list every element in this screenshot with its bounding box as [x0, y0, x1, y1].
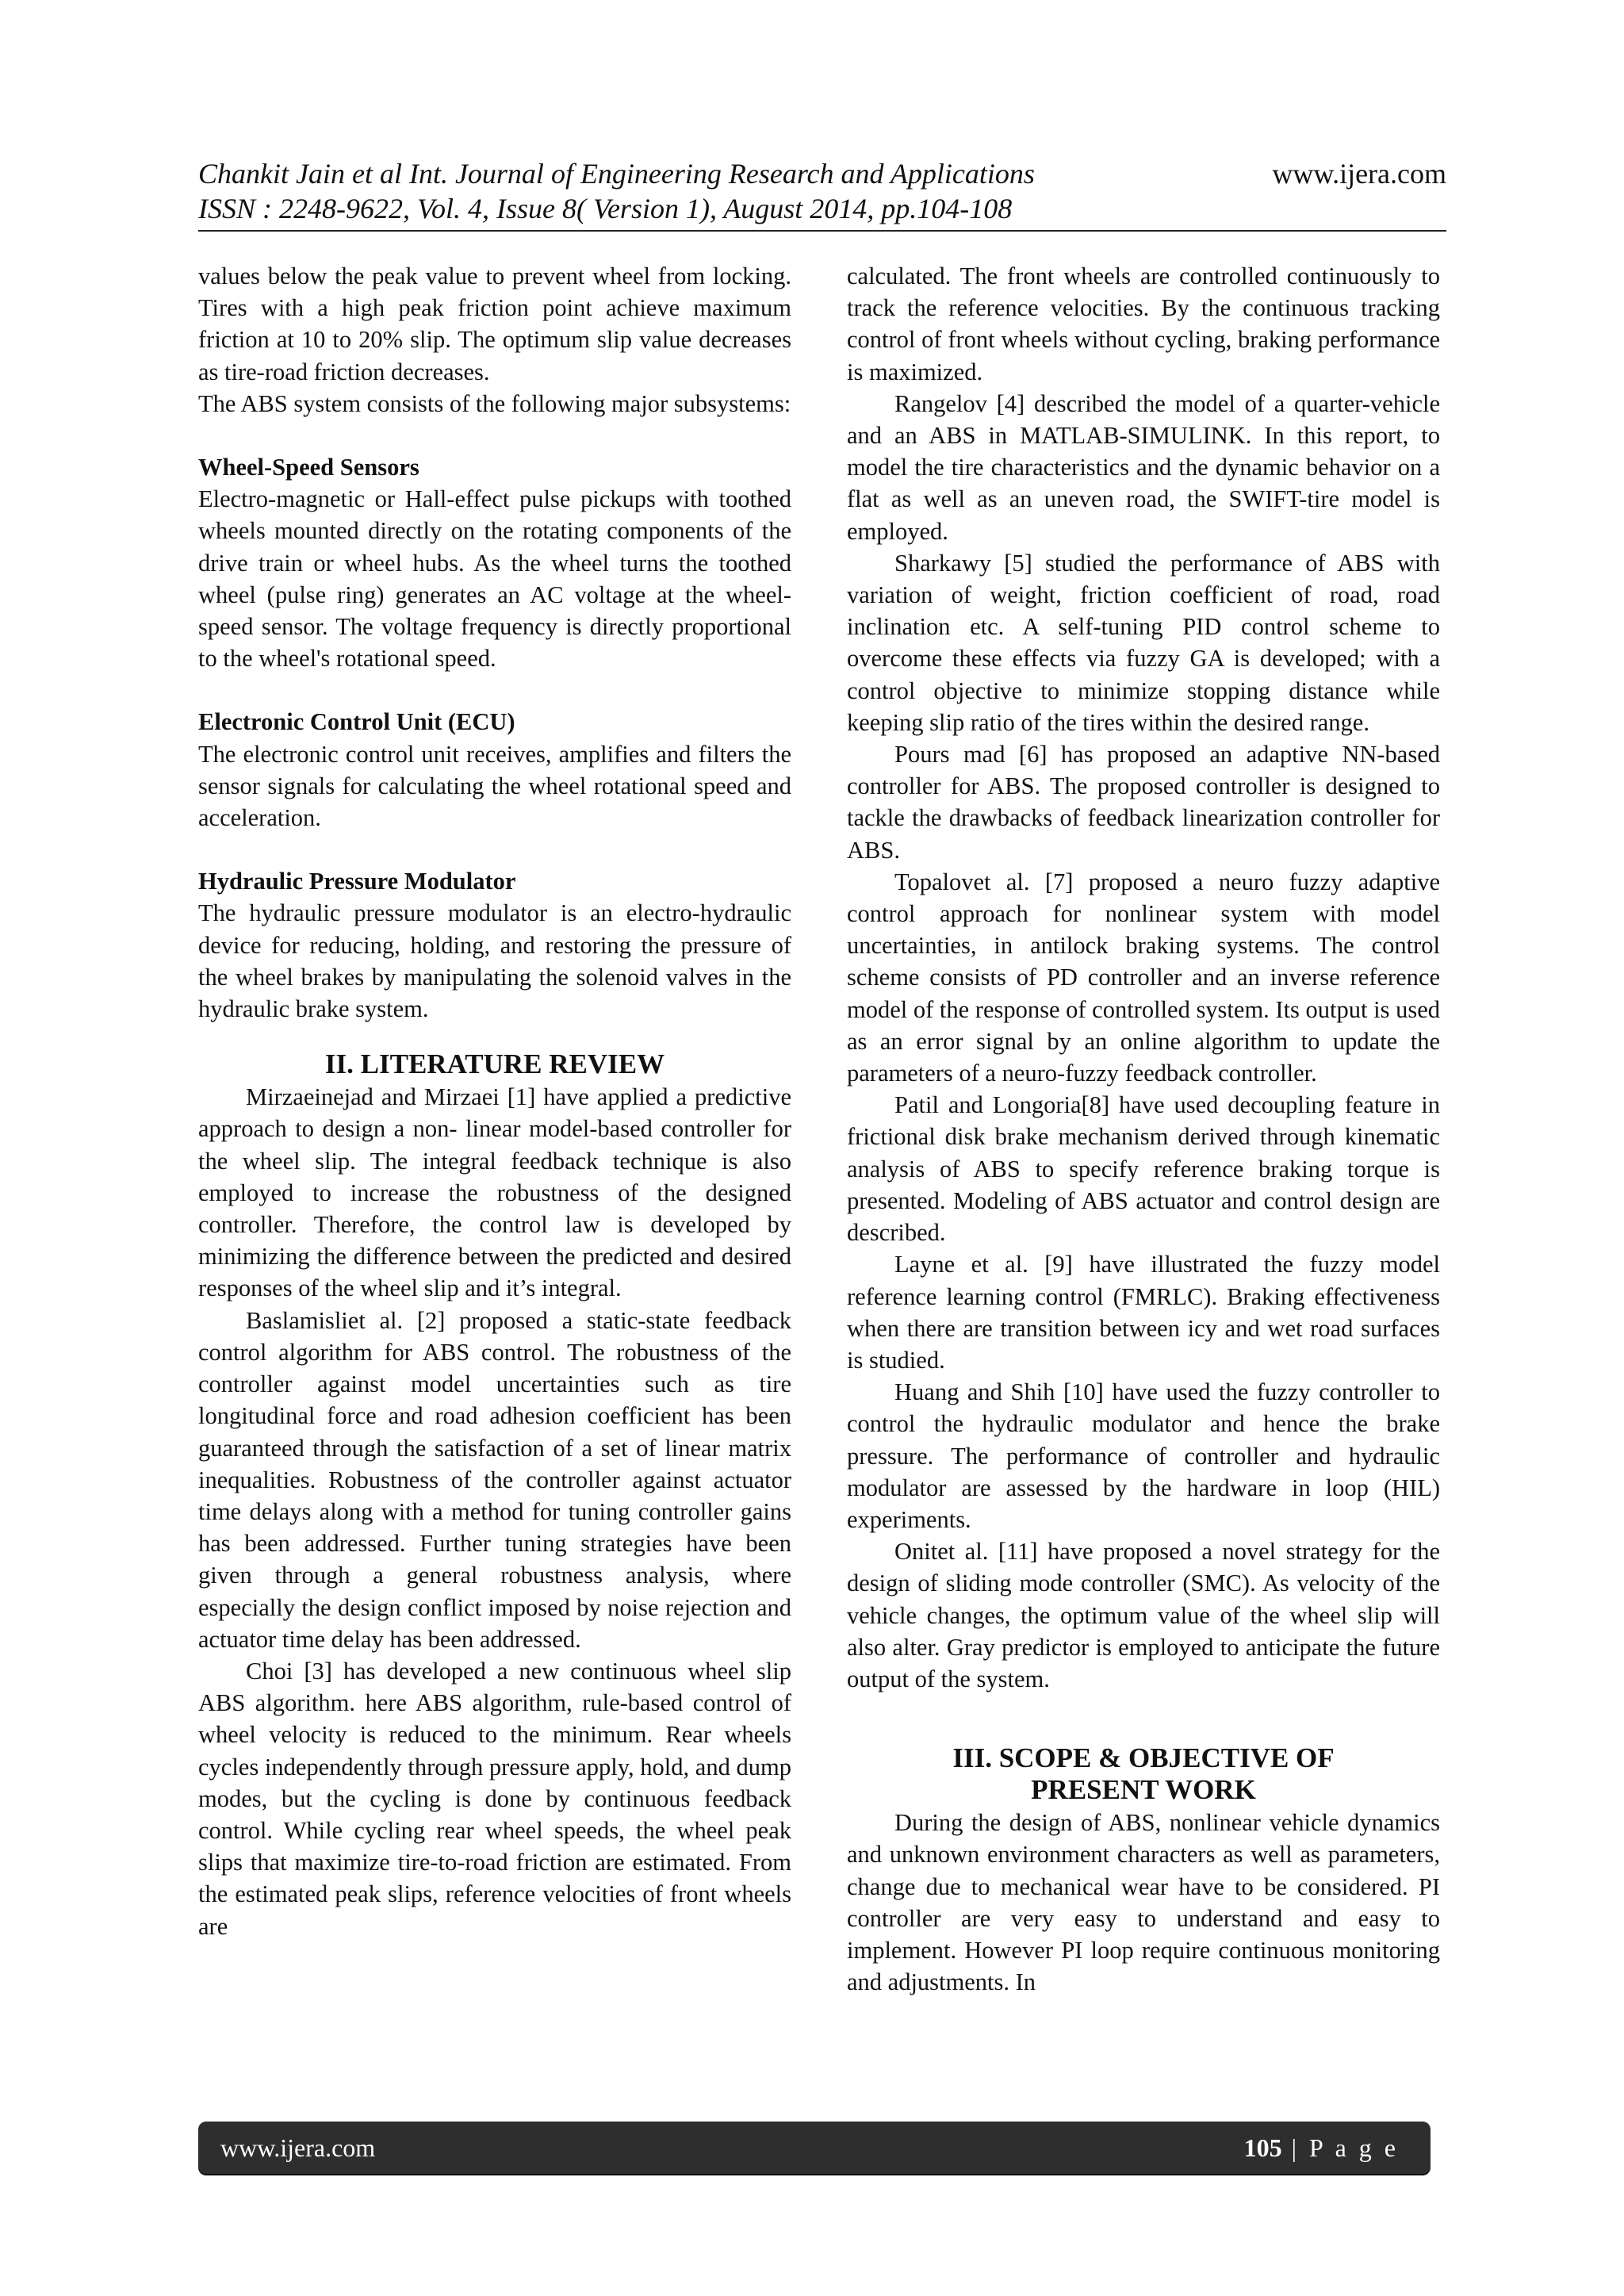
paragraph: Sharkawy [5] studied the performance of ABS with variation of weight, friction coefficient of road, road inclination etc. A self-tuning PID control scheme to overcome these effects via fuzzy GA is developed; with a control objective to minimize stopping distance while keeping slip ratio of the tires within the desired range. [847, 549, 1440, 736]
paragraph: The hydraulic pressure modulator is an electro-hydraulic device for reducing, holding, and restoring the pressure of the wheel brakes by manipulating the solenoid valves in the hydraulic brake system. [198, 899, 791, 1023]
issn-line: ISSN : 2248-9622, Vol. 4, Issue 8( Version 1), August 2014, pp.104-108 [198, 193, 1013, 224]
left-column [198, 260, 791, 1942]
page-label: | P a g e [1281, 2133, 1399, 2162]
subheading-ecu: Electronic Control Unit (ECU) [198, 708, 515, 736]
paragraph: Choi [3] has developed a new continuous wheel slip ABS algorithm. here ABS algorithm, rule-based control of wheel velocity is reduced to the minimum. Rear wheels cycles independently through pressure apply, hold, and dump modes, but the cycling is done by continuous feedback control. While cycling rear wheel speeds, the wheel peak slips that maximize tire-to-road friction are estimated. From the estimated peak slips, reference velocities of front wheels are [198, 1657, 791, 1940]
paragraph: The electronic control unit receives, amplifies and filters the sensor signals for calculating the wheel rotational speed and acceleration. [198, 740, 791, 832]
right-column [847, 260, 1440, 1998]
footer-website-link[interactable]: www.ijera.com [220, 2133, 376, 2162]
paragraph: During the design of ABS, nonlinear vehicle dynamics and unknown environment characters as well as parameters, change due to mechanical wear have to be considered. PI controller are very easy to understand and easy to implement. However PI loop require continuous monitoring and adjustments. In [847, 1809, 1440, 1996]
paragraph: values below the peak value to prevent wheel from locking. Tires with a high peak friction point achieve maximum friction at 10 to 20% slip. The optimum slip value decreases as tire-road friction decreases. [198, 263, 791, 385]
journal-citation: Chankit Jain et al Int. Journal of Engineering Research and Applications [198, 158, 1035, 190]
paragraph: calculated. The front wheels are controlled continuously to track the reference velocities. By the continuous tracking control of front wheels without cycling, braking performance is maximized. [847, 263, 1440, 385]
paragraph: Onitet al. [11] have proposed a novel strategy for the design of sliding mode controller (SMC). As velocity of the vehicle changes, the optimum value of the wheel slip will also alter. Gray predictor is employed to anticipate the future output of the system. [847, 1538, 1440, 1692]
section-title-scope-objective [847, 1742, 1440, 1806]
running-header [198, 154, 1446, 232]
paragraph: Baslamisliet al. [2] proposed a static-state feedback control algorithm for ABS control. The robustness of the controller against model uncertainties such as tire longitudinal force and road adhesion coefficient has been guaranteed through the satisfaction of a set of linear matrix inequalities. Robustness of the controller against actuator time delays along with a method for tuning controller gains has been addressed. Further tuning strategies have been given through a general robustness analysis, where especially the design conflict imposed by noise rejection and actuator time delay has been addressed. [198, 1306, 791, 1653]
paragraph: Mirzaeinejad and Mirzaei [1] have applied a predictive approach to design a non- linear model-based controller for the wheel slip. The integral feedback technique is also employed to increase the robustness of the designed controller. Therefore, the control law is developed by minimizing the difference between the predicted and desired responses of the wheel slip and it’s integral. [198, 1083, 791, 1302]
subheading-hydraulic-modulator: Hydraulic Pressure Modulator [198, 868, 516, 895]
paragraph: Patil and Longoria[8] have used decoupling feature in frictional disk brake mechanism derived through kinematic analysis of ABS to specify reference braking torque is presented. Modeling of ABS actuator and control design are described. [847, 1091, 1440, 1247]
page-number [1244, 2133, 1399, 2162]
paragraph: The ABS system consists of the following major subsystems: [198, 389, 791, 417]
page-number-value: 105 [1243, 2133, 1282, 2162]
subheading-wheel-speed-sensors: Wheel-Speed Sensors [198, 454, 419, 481]
paragraph: Huang and Shih [10] have used the fuzzy controller to control the hydraulic modulator and hence the brake pressure. The performance of controller and hydraulic modulator are assessed by the hardware in loop (HIL) experiments. [847, 1378, 1440, 1533]
section-title-line: III. SCOPE & OBJECTIVE OF [952, 1742, 1335, 1774]
paragraph: Pours mad [6] has proposed an adaptive NN-based controller for ABS. The proposed controller is designed to tackle the drawbacks of feedback linearization controller for ABS. [847, 741, 1440, 864]
header-website-link[interactable]: www.ijera.com [1272, 158, 1446, 190]
paragraph: Rangelov [4] described the model of a quarter-vehicle and an ABS in MATLAB-SIMULINK. In this report, to model the tire characteristics and the dynamic behavior on a flat as well as an uneven road, the SWIFT-tire model is employed. [847, 389, 1440, 545]
page-footer [198, 2122, 1431, 2174]
paragraph: Topalovet al. [7] proposed a neuro fuzzy adaptive control approach for nonlinear system with model uncertainties, in antilock braking systems. The control scheme consists of PD controller and an inverse reference model of the response of controlled system. Its output is used as an error signal by an online algorithm to update the parameters of a neuro-fuzzy feedback controller. [847, 868, 1440, 1087]
paragraph: Electro-magnetic or Hall-effect pulse pickups with toothed wheels mounted directly on the rotating components of the drive train or wheel hubs. As the wheel turns the toothed wheel (pulse ring) generates an AC voltage at the wheel-speed sensor. The voltage frequency is directly proportional to the wheel's rotational speed. [198, 485, 791, 673]
section-title-literature-review: II. LITERATURE REVIEW [324, 1048, 665, 1080]
section-title-line: PRESENT WORK [1031, 1774, 1256, 1806]
paragraph: Layne et al. [9] have illustrated the fuzzy model reference learning control (FMRLC). Braking effectiveness when there are transition between icy and wet road surfaces is studied. [847, 1251, 1440, 1374]
